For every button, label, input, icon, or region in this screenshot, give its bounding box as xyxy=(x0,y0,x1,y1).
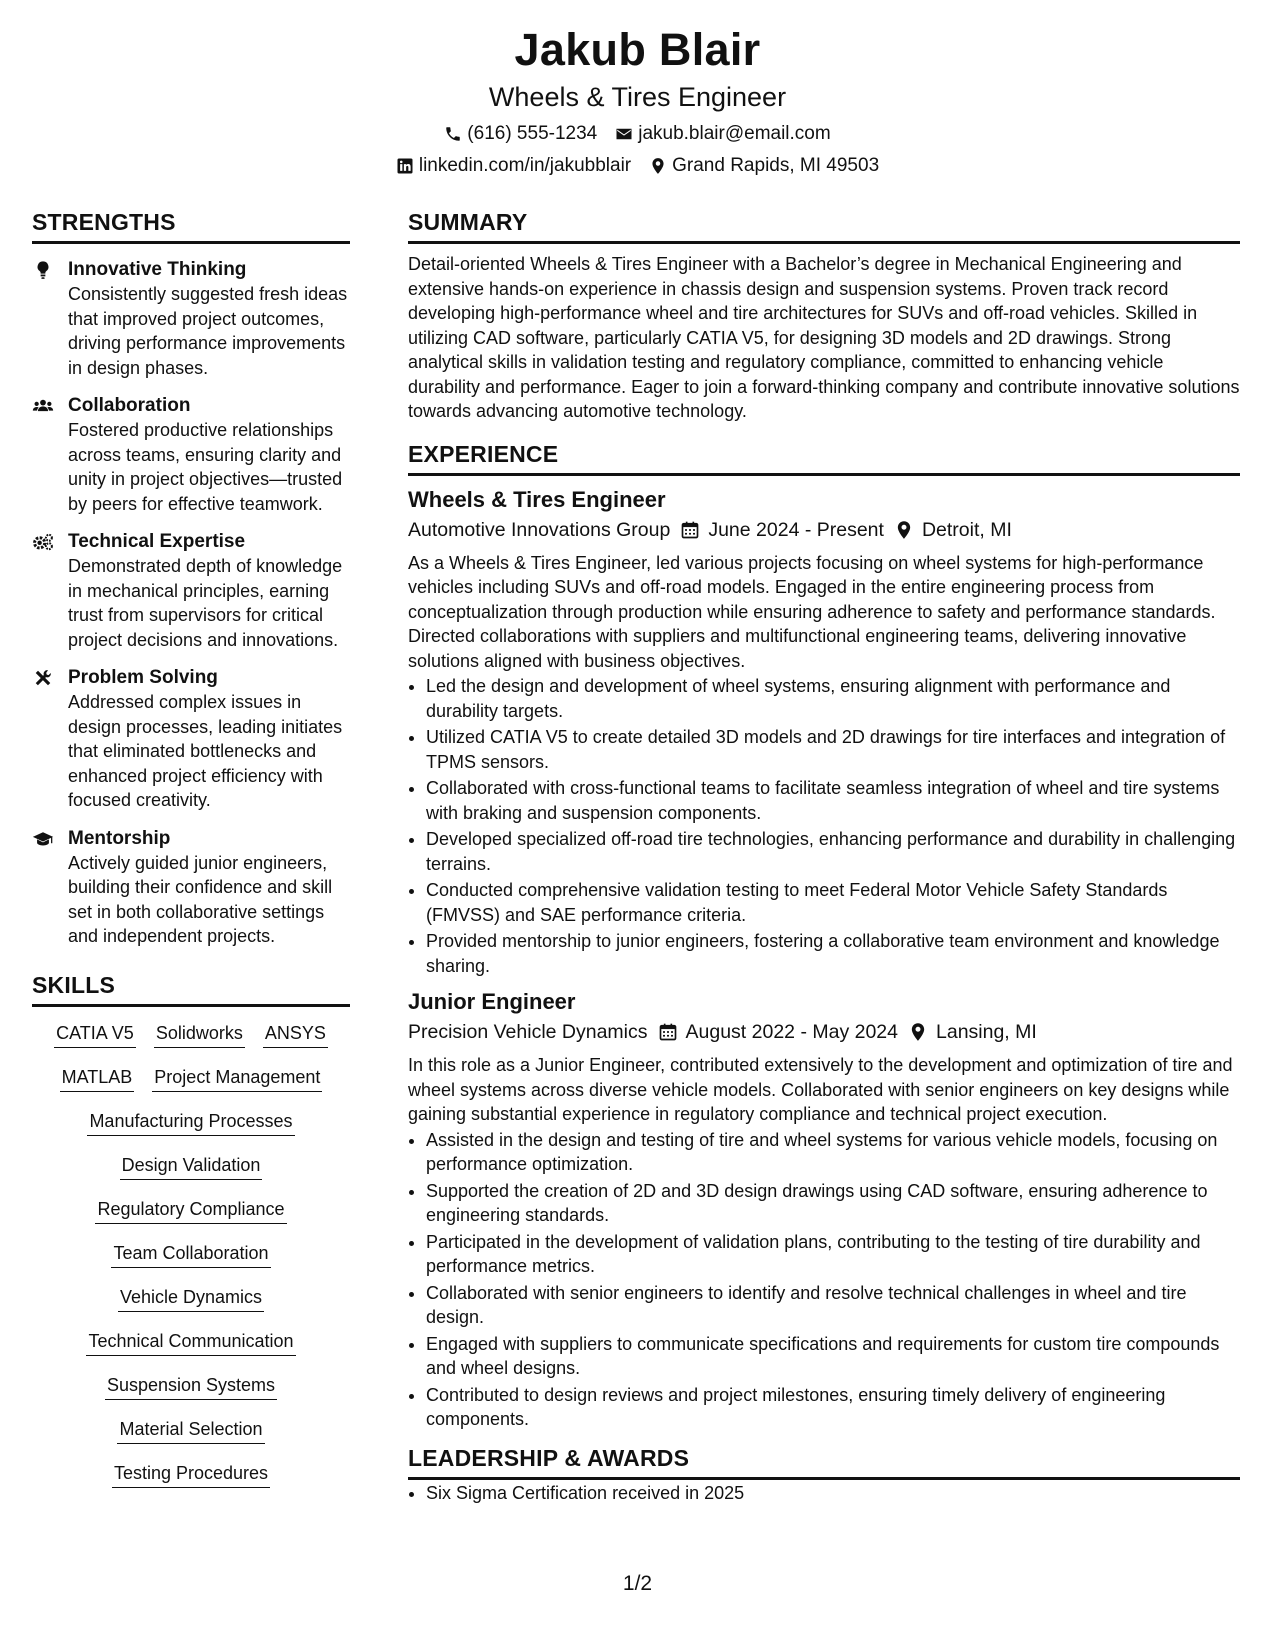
job-entry xyxy=(408,988,1240,1432)
skill-tag: ANSYS xyxy=(263,1021,328,1048)
location-text: Grand Rapids, MI 49503 xyxy=(672,155,880,176)
job-title: Wheels & Tires Engineer xyxy=(408,486,666,512)
skill-tag: Regulatory Compliance xyxy=(95,1197,286,1224)
skill-tag: Vehicle Dynamics xyxy=(118,1285,264,1312)
skill-row xyxy=(32,1461,350,1488)
strength-title: Innovative Thinking xyxy=(68,259,247,280)
experience-heading: EXPERIENCE xyxy=(408,440,1240,476)
linkedin-text[interactable]: linkedin.com/in/jakubblair xyxy=(418,155,632,176)
job-company: Automotive Innovations Group xyxy=(408,518,671,541)
strength-title: Collaboration xyxy=(68,395,191,416)
strength-title: Technical Expertise xyxy=(68,531,246,552)
bullet-item: • Assisted in the design and testing of tire and wheel systems for various vehicle models, focusing on performance optimization. xyxy=(426,1128,1240,1177)
job-dates-text: August 2022 - May 2024 xyxy=(685,1021,898,1043)
left-column xyxy=(32,208,350,1505)
strength-item xyxy=(32,530,350,652)
lightbulb-icon xyxy=(32,260,68,280)
job-company: Precision Vehicle Dynamics xyxy=(408,1021,648,1043)
job-location xyxy=(894,517,1012,543)
job-dates xyxy=(658,1019,898,1045)
contact-linkedin[interactable] xyxy=(396,154,631,178)
skills-list xyxy=(32,1021,350,1488)
linkedin-icon xyxy=(396,157,414,175)
envelope-icon xyxy=(615,125,633,143)
job-description: In this role as a Junior Engineer, contributed extensively to the development and optimization of tire and wheel systems across diverse vehicle models. Collaborated with senior engineers on key designs while gaining substantial experience in regulatory compliance and technical project execution. xyxy=(408,1055,1233,1124)
bullet-item: • Conducted comprehensive validation testing to meet Federal Motor Vehicle Safety Standards (FMVSS) and SAE performance criteria. xyxy=(426,878,1240,927)
skills-heading: SKILLS xyxy=(32,971,350,1007)
job-meta xyxy=(408,517,1240,543)
skill-tag: Testing Procedures xyxy=(112,1461,270,1488)
gears-icon xyxy=(32,532,68,552)
job-meta xyxy=(408,1019,1240,1045)
bullet-item: • Supported the creation of 2D and 3D design drawings using CAD software, ensuring adherence to engineering standards. xyxy=(426,1179,1240,1228)
contact-email[interactable] xyxy=(615,122,830,146)
bullet-item: • Participated in the development of validation plans, contributing to the testing of tire durability and performance metrics. xyxy=(426,1230,1240,1279)
skill-row xyxy=(32,1329,350,1356)
map-pin-icon xyxy=(908,1022,928,1042)
calendar-icon xyxy=(680,520,700,540)
strength-title: Mentorship xyxy=(68,827,171,849)
job-description: As a Wheels & Tires Engineer, led various projects focusing on wheel systems for high-performance vehicles including SUVs and off-road models. Engaged in the entire engineering process from conceptualization through production while ensuring adherence to safety and performance standards. Directed collaborations with suppliers and multifunctional engineering teams, delivering innovative solutions aligned with business objectives. xyxy=(408,552,1216,671)
skill-row xyxy=(32,1109,350,1136)
skill-tag: Project Management xyxy=(152,1065,322,1092)
contact-row-2 xyxy=(0,154,1275,178)
strength-item xyxy=(32,666,350,813)
skill-row xyxy=(32,1197,350,1224)
calendar-icon xyxy=(658,1022,678,1042)
strength-desc: Addressed complex issues in design processes, leading initiates that eliminated bottlenecks and enhanced project efficiency with focused creativity. xyxy=(68,692,343,810)
strength-item xyxy=(32,827,350,949)
graduation-cap-icon xyxy=(32,829,68,849)
bullet-item: • Utilized CATIA V5 to create detailed 3D models and 2D drawings for tire interfaces and integration of TPMS sensors. xyxy=(426,725,1240,774)
candidate-title: Wheels & Tires Engineer xyxy=(488,82,787,112)
skill-tag: MATLAB xyxy=(60,1065,135,1092)
job-bullets xyxy=(408,674,1240,978)
summary-heading: SUMMARY xyxy=(408,208,1240,244)
job-dates xyxy=(680,517,884,543)
skill-row xyxy=(32,1153,350,1180)
strength-desc: Fostered productive relationships across teams, ensuring clarity and unity in project objectives—trusted by peers for effective teamwork. xyxy=(68,420,343,514)
bullet-item: • Led the design and development of wheel systems, ensuring alignment with performance and durability targets. xyxy=(426,674,1240,723)
skill-tag: Team Collaboration xyxy=(111,1241,270,1268)
skill-tag: Technical Communication xyxy=(86,1329,295,1356)
job-bullets xyxy=(408,1128,1240,1432)
skill-tag: Material Selection xyxy=(117,1417,264,1444)
skill-row xyxy=(32,1417,350,1444)
bullet-item: • Provided mentorship to junior engineers, fostering a collaborative team environment and knowledge sharing. xyxy=(426,929,1240,978)
contact-phone xyxy=(444,122,597,146)
tools-icon xyxy=(32,668,68,688)
skill-tag: Solidworks xyxy=(154,1021,245,1048)
strength-desc: Actively guided junior engineers, building their confidence and skill set in both collaborative settings and independent projects. xyxy=(68,852,333,946)
skill-tag: Manufacturing Processes xyxy=(87,1109,294,1136)
resume-header xyxy=(0,22,1275,178)
job-location xyxy=(908,1019,1037,1045)
phone-icon xyxy=(444,125,462,143)
map-pin-icon xyxy=(649,157,667,175)
skill-row xyxy=(32,1021,350,1048)
strengths-heading: STRENGTHS xyxy=(32,208,350,244)
users-icon xyxy=(32,396,68,416)
contact-row-1 xyxy=(0,122,1275,146)
job-entry xyxy=(408,486,1240,979)
bullet-item: • Contributed to design reviews and project milestones, ensuring timely delivery of engineering components. xyxy=(426,1383,1240,1432)
phone-text: (616) 555-1234 xyxy=(467,123,598,144)
email-text[interactable]: jakub.blair@email.com xyxy=(638,123,831,144)
strength-desc: Demonstrated depth of knowledge in mechanical principles, earning trust from supervisors for critical project decisions and innovations. xyxy=(68,556,343,650)
summary-text: Detail-oriented Wheels & Tires Engineer with a Bachelor’s degree in Mechanical Engineering and extensive hands-on experience in chassis design and suspension systems. Proven track record developing high-performance wheel and tire architectures for SUVs and off-road vehicles. Skilled in utilizing CAD software, particularly CATIA V5, for designing 3D models and 2D drawings. Strong analytical skills in validation testing and regulatory compliance, committed to enhancing vehicle durability and performance. Eager to join a forward-thinking company and contribute innovative solutions towards advancing automotive technology. xyxy=(408,254,1240,421)
skill-tag: CATIA V5 xyxy=(54,1021,136,1048)
page-number: 1/2 xyxy=(622,1572,653,1595)
job-location-text: Detroit, MI xyxy=(921,518,1012,541)
strength-desc: Consistently suggested fresh ideas that improved project outcomes, driving performance improvements in design phases. xyxy=(68,284,348,378)
contact-location xyxy=(649,154,879,178)
job-title: Junior Engineer xyxy=(408,989,576,1014)
skill-tag: Suspension Systems xyxy=(105,1373,277,1400)
bullet-item: • Engaged with suppliers to communicate specifications and requirements for custom tire compounds and wheel designs. xyxy=(426,1332,1240,1381)
skill-row xyxy=(32,1241,350,1268)
candidate-name: Jakub Blair xyxy=(514,24,761,75)
strength-title: Problem Solving xyxy=(68,667,218,688)
bullet-item: • Developed specialized off-road tire technologies, enhancing performance and durability in challenging terrains. xyxy=(426,827,1240,876)
bullet-item: • Collaborated with senior engineers to identify and resolve technical challenges in wheel and tire design. xyxy=(426,1281,1240,1330)
skill-tag: Design Validation xyxy=(120,1153,263,1180)
strength-item xyxy=(32,258,350,380)
award-item: • Six Sigma Certification received in 2025 xyxy=(426,1481,1240,1506)
skill-row xyxy=(32,1373,350,1400)
leadership-heading: LEADERSHIP & AWARDS xyxy=(408,1444,1240,1480)
skill-row xyxy=(32,1065,350,1092)
job-location-text: Lansing, MI xyxy=(936,1021,1037,1043)
strength-item xyxy=(32,394,350,516)
skill-row xyxy=(32,1285,350,1312)
bullet-item: • Collaborated with cross-functional teams to facilitate seamless integration of wheel and tire systems with braking and suspension components. xyxy=(426,776,1240,825)
right-column xyxy=(408,208,1240,1507)
awards-list xyxy=(408,1481,1240,1506)
job-dates-text: June 2024 - Present xyxy=(708,518,884,541)
map-pin-icon xyxy=(894,520,914,540)
